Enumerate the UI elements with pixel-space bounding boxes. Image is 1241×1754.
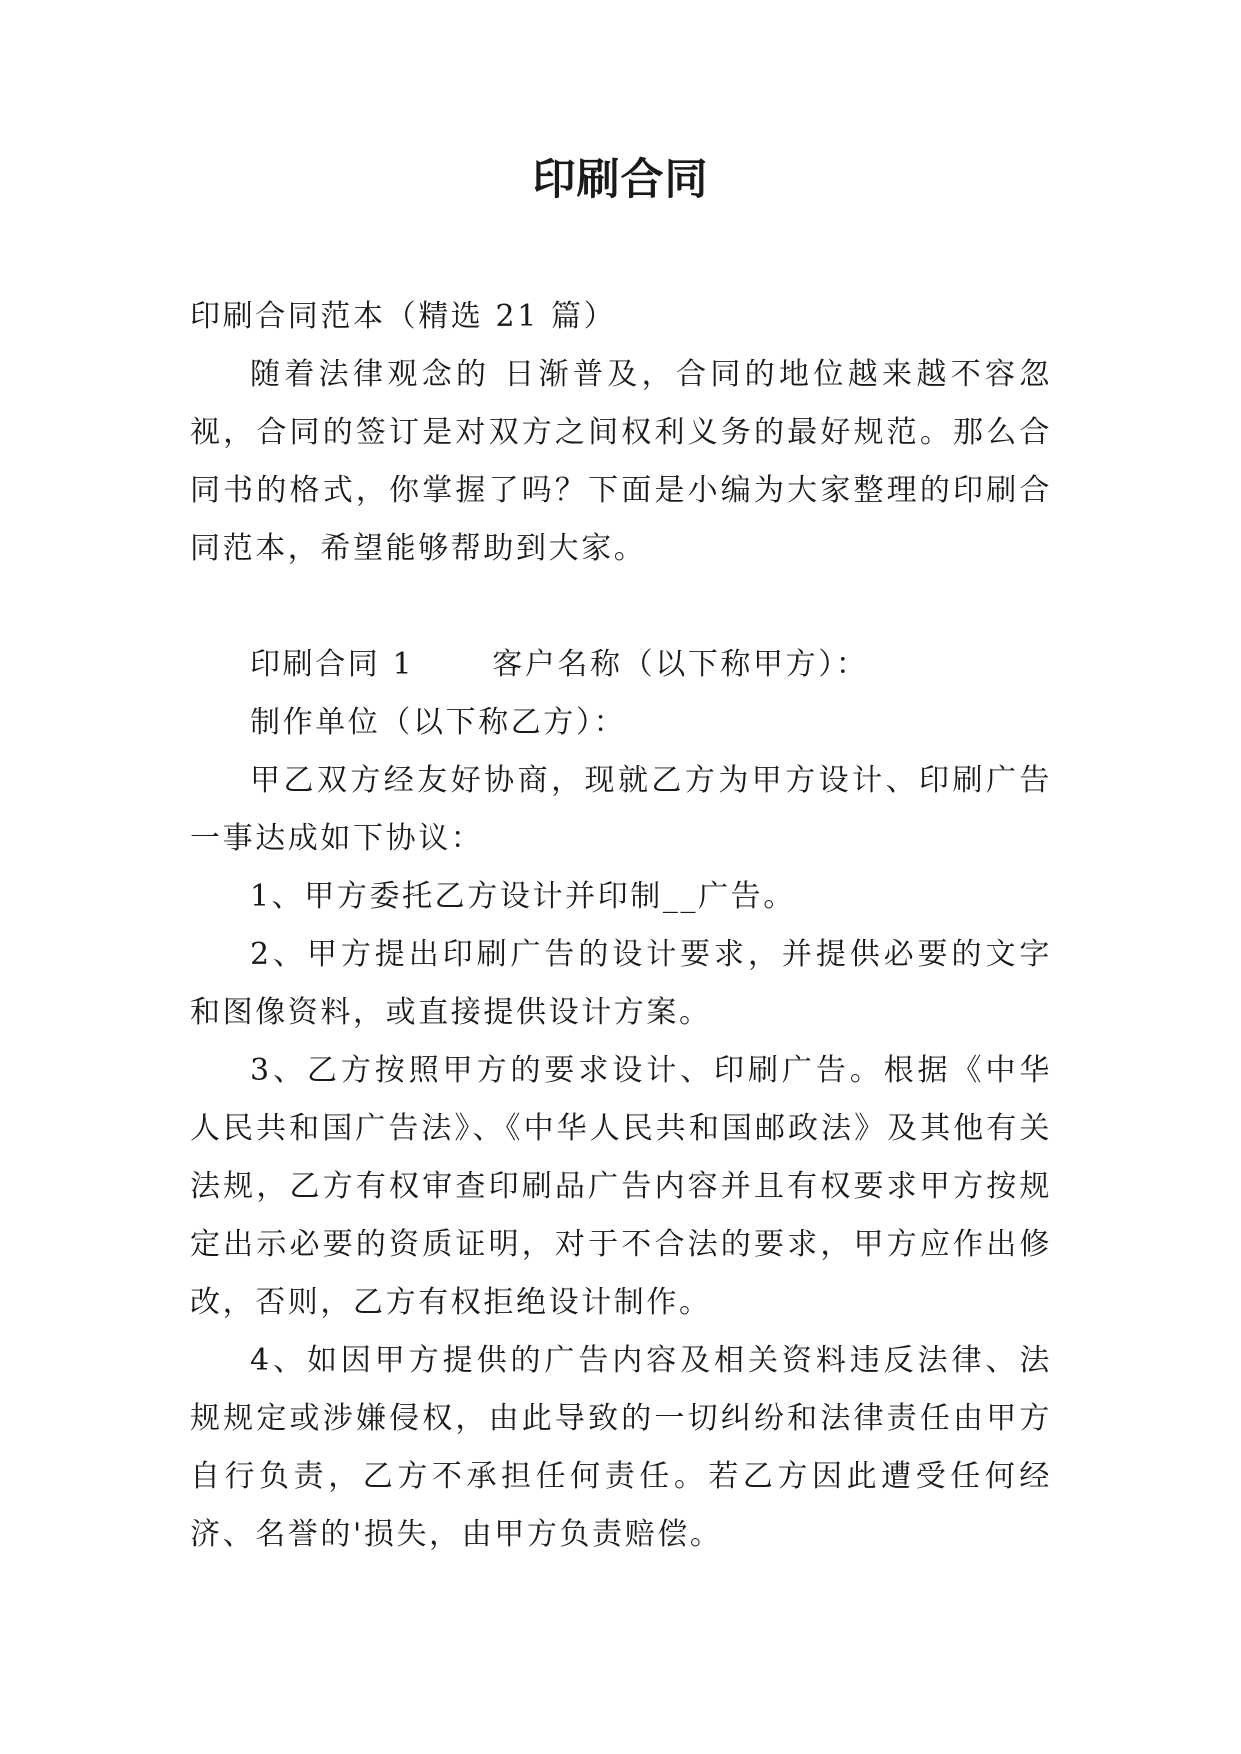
intro-paragraph: 随着法律观念的 日渐普及，合同的地位越来越不容忽视，合同的签订是对双方之间权利义务的最好规范。那么合同书的格式，你掌握了吗？下面是小编为大家整理的印刷合同范本，希望能够帮助到大家。 bbox=[190, 357, 1052, 566]
section-spacer bbox=[190, 578, 1052, 636]
preamble-paragraph: 甲乙双方经友好协商，现就乙方为甲方设计、印刷广告一事达成如下协议： bbox=[190, 763, 1052, 856]
clause-4: 4、如因甲方提供的广告内容及相关资料违反法律、法规规定或涉嫌侵权，由此导致的一切纠纷和法律责任由甲方自行负责，乙方不承担任何责任。若乙方因此遭受任何经济、名誉的'损失，由甲方负责赔偿。 bbox=[190, 1343, 1052, 1552]
maker-label: 制作单位（以下称乙方）： bbox=[250, 705, 627, 740]
clause-2: 2、甲方提出印刷广告的设计要求，并提供必要的文字和图像资料，或直接提供设计方案。 bbox=[190, 937, 1052, 1030]
clause-3: 3、乙方按照甲方的要求设计、印刷广告。根据《中华人民共和国广告法》、《中华人民共和国邮政法》及其他有关法规，乙方有权审查印刷品广告内容并且有权要求甲方按规定出示必要的资质证明，对于不合法的要求，甲方应作出修改，否则，乙方有权拒绝设计制作。 bbox=[190, 1053, 1052, 1320]
client-name-label: 客户名称（以下称甲方）： bbox=[492, 647, 869, 682]
document-title: 印刷合同 bbox=[532, 155, 709, 205]
clause-1: 1、甲方委托乙方设计并印制__广告。 bbox=[250, 879, 796, 914]
document-body bbox=[190, 288, 1052, 1564]
contract-heading: 印刷合同 1 bbox=[250, 647, 415, 682]
contract-heading-line bbox=[190, 636, 1052, 694]
document-subtitle: 印刷合同范本（精选 21 篇） bbox=[190, 299, 617, 334]
